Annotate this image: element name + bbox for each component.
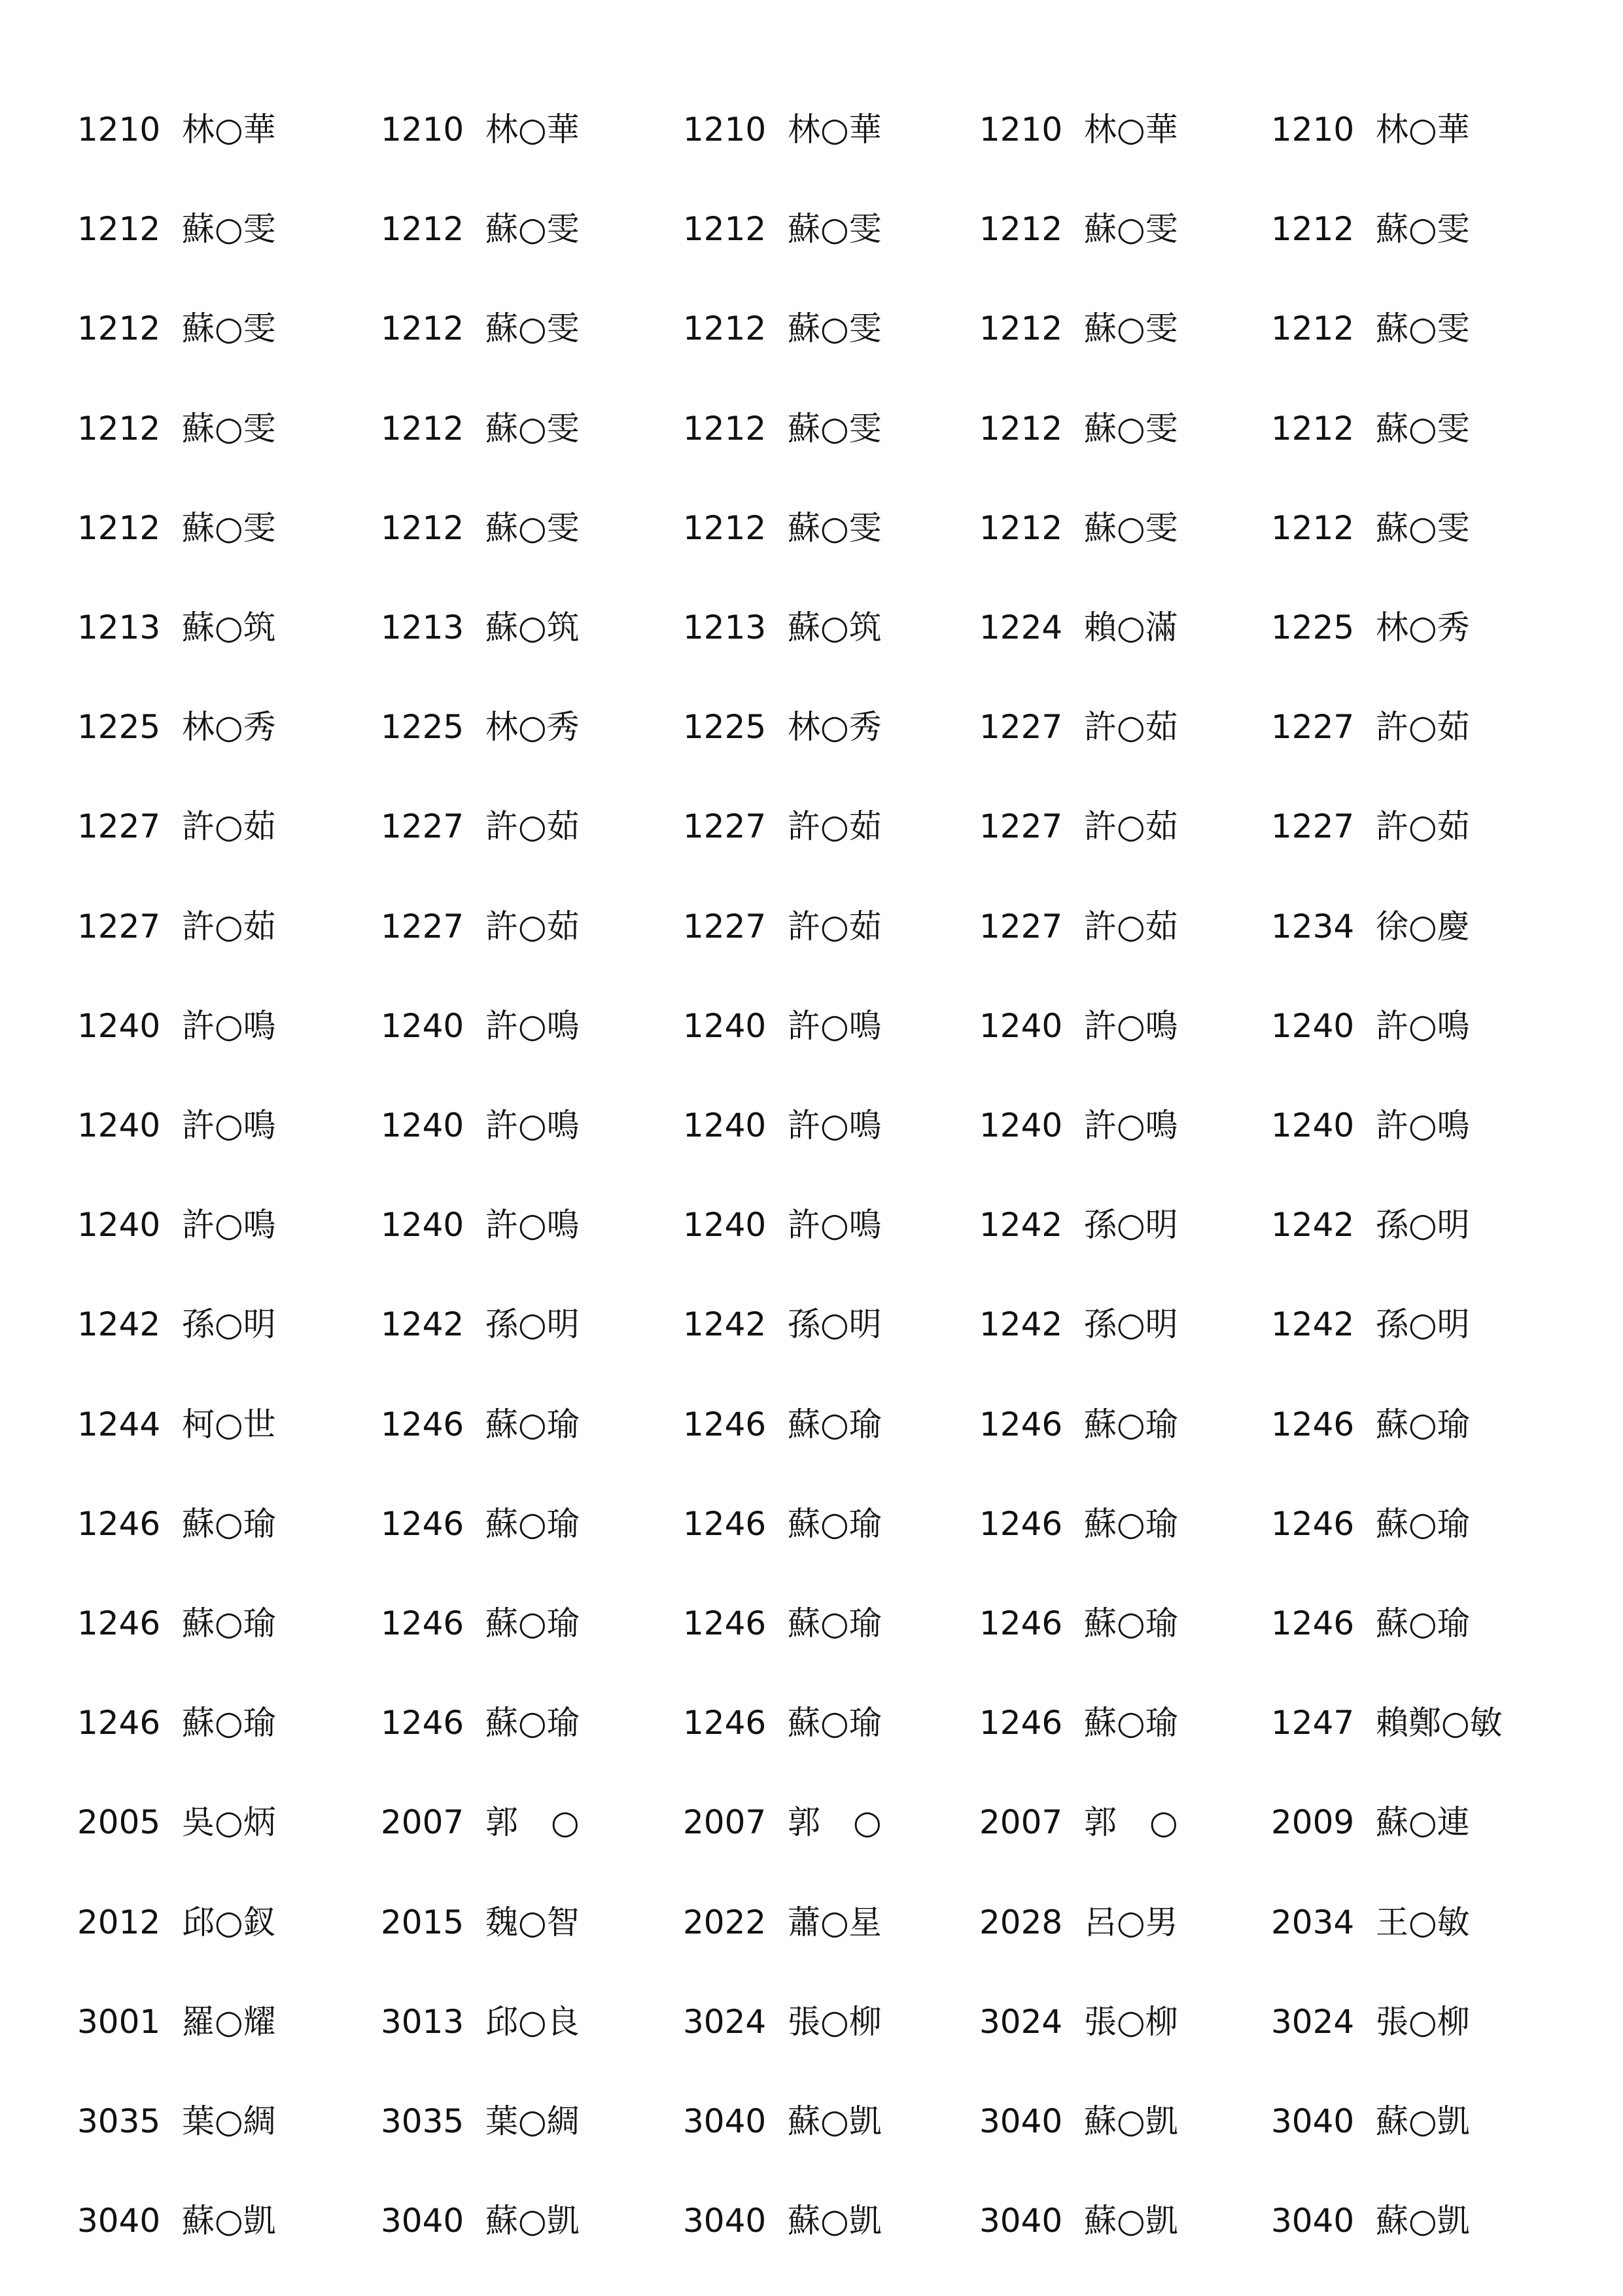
entry-name: 蘇○瑜	[182, 1504, 276, 1543]
entry-code: 1242	[1271, 1305, 1355, 1344]
entry-code: 1227	[683, 807, 767, 846]
entry-code: 1246	[979, 1504, 1063, 1543]
entry-name: 蘇○雯	[788, 508, 882, 547]
entry-code: 1212	[979, 210, 1063, 249]
entry-code: 1240	[683, 1206, 767, 1245]
entry-name: 蘇○雯	[1376, 210, 1470, 249]
entry-code: 1227	[1271, 708, 1355, 747]
entry-code: 1246	[1271, 1504, 1355, 1543]
entry-code: 1246	[77, 1504, 161, 1543]
entry-name: 許○茹	[1376, 708, 1470, 747]
entry-name: 蘇○瑜	[1084, 1405, 1178, 1443]
entry-name: 許○茹	[788, 807, 882, 846]
list-row	[0, 97, 1623, 162]
entry-name: 林○秀	[182, 708, 276, 747]
entry-name: 林○華	[485, 111, 580, 149]
entry-code: 1246	[683, 1704, 767, 1742]
entry-name: 王○敏	[1376, 1903, 1470, 1941]
list-row	[0, 1890, 1623, 1955]
list-row	[0, 196, 1623, 262]
entry-name: 蘇○瑜	[1084, 1604, 1178, 1642]
list-row	[0, 595, 1623, 660]
entry-name: 蘇○瑜	[1376, 1405, 1470, 1443]
entry-name: 許○鳴	[182, 1206, 276, 1245]
entry-name: 蘇○雯	[1084, 409, 1178, 448]
entry-code: 1234	[1271, 907, 1355, 945]
entry-code: 1242	[1271, 1206, 1355, 1245]
list-row	[0, 1192, 1623, 1258]
list-row	[0, 2089, 1623, 2154]
entry-name: 蘇○凱	[485, 2202, 580, 2240]
list-row	[0, 2188, 1623, 2253]
entry-name: 葉○綢	[485, 2102, 580, 2140]
entry-name: 許○茹	[485, 807, 580, 846]
entry-name: 許○鳴	[1084, 1106, 1178, 1144]
entry-name: 蘇○筑	[485, 609, 580, 646]
list-row	[0, 1093, 1623, 1158]
entry-name: 郭 ○	[788, 1803, 882, 1842]
entry-code: 1246	[381, 1504, 464, 1543]
entry-name: 蘇○雯	[182, 309, 276, 348]
entry-code: 1210	[77, 111, 161, 149]
entry-code: 1227	[979, 708, 1063, 747]
entry-code: 1227	[979, 807, 1063, 846]
entry-name: 邱○良	[485, 2002, 580, 2041]
entry-code: 1227	[1271, 807, 1355, 846]
entry-name: 孫○明	[1376, 1305, 1470, 1344]
entry-code: 1246	[381, 1604, 464, 1642]
entry-code: 3040	[1271, 2102, 1355, 2140]
entry-name: 許○茹	[1084, 708, 1178, 747]
entry-name: 蘇○雯	[182, 409, 276, 448]
entry-code: 1213	[77, 609, 161, 646]
entry-code: 1240	[683, 1006, 767, 1045]
entry-code: 1246	[1271, 1405, 1355, 1443]
list-row	[0, 1989, 1623, 2055]
entry-name: 張○柳	[1084, 2002, 1178, 2041]
entry-code: 1246	[683, 1604, 767, 1642]
entry-code: 1242	[77, 1305, 161, 1344]
entry-name: 蘇○凱	[788, 2102, 882, 2140]
entry-name: 蘇○雯	[485, 508, 580, 547]
entry-code: 1212	[1271, 508, 1355, 547]
entry-name: 呂○男	[1084, 1903, 1178, 1941]
entry-name: 蘇○瑜	[182, 1704, 276, 1742]
entry-code: 1242	[683, 1305, 767, 1344]
entry-name: 蘇○雯	[182, 210, 276, 249]
entry-name: 蘇○凱	[788, 2202, 882, 2240]
entry-code: 1240	[77, 1106, 161, 1144]
entry-code: 1244	[77, 1405, 161, 1443]
entry-name: 蘇○連	[1376, 1803, 1470, 1842]
list-row	[0, 894, 1623, 959]
entry-code: 2015	[381, 1903, 464, 1941]
entry-name: 羅○耀	[182, 2002, 276, 2041]
entry-name: 蘇○瑜	[485, 1504, 580, 1543]
entry-name: 蘇○雯	[1376, 309, 1470, 348]
entry-code: 3040	[683, 2102, 767, 2140]
entry-code: 3024	[979, 2002, 1063, 2041]
entry-code: 1212	[683, 409, 767, 448]
entry-name: 許○茹	[182, 907, 276, 945]
entry-code: 1225	[683, 708, 767, 747]
entry-code: 1210	[1271, 111, 1355, 149]
entry-code: 1242	[381, 1305, 464, 1344]
entry-name: 林○華	[788, 111, 882, 149]
list-row	[0, 296, 1623, 361]
entry-code: 1212	[683, 210, 767, 249]
entry-name: 蘇○瑜	[182, 1604, 276, 1642]
entry-name: 許○鳴	[1376, 1006, 1470, 1045]
entry-name: 林○華	[1376, 111, 1470, 149]
entry-name: 林○秀	[788, 708, 882, 747]
entry-name: 許○鳴	[182, 1106, 276, 1144]
entry-name: 蘇○瑜	[1376, 1604, 1470, 1642]
entry-code: 1246	[381, 1405, 464, 1443]
entry-code: 3040	[683, 2202, 767, 2240]
entry-name: 許○鳴	[788, 1106, 882, 1144]
entry-code: 1212	[381, 210, 464, 249]
entry-code: 1212	[979, 309, 1063, 348]
entry-code: 3024	[683, 2002, 767, 2041]
entry-code: 1240	[77, 1006, 161, 1045]
entry-code: 1212	[1271, 309, 1355, 348]
entry-code: 1212	[77, 309, 161, 348]
entry-code: 1246	[77, 1604, 161, 1642]
entry-name: 蘇○雯	[788, 409, 882, 448]
entry-name: 邱○釵	[182, 1903, 276, 1941]
entry-name: 張○柳	[788, 2002, 882, 2041]
entry-name: 張○柳	[1376, 2002, 1470, 2041]
entry-code: 1212	[683, 508, 767, 547]
entry-name: 吳○炳	[182, 1803, 276, 1842]
entry-name: 蘇○瑜	[1376, 1504, 1470, 1543]
entry-name: 蘇○瑜	[788, 1405, 882, 1443]
entry-name: 許○鳴	[1084, 1006, 1178, 1045]
entry-name: 許○茹	[1376, 807, 1470, 846]
entry-name: 蘇○瑜	[1084, 1504, 1178, 1543]
entry-code: 1225	[381, 708, 464, 747]
entry-code: 1240	[77, 1206, 161, 1245]
entry-code: 2012	[77, 1903, 161, 1941]
entry-code: 1212	[381, 508, 464, 547]
entry-code: 1210	[683, 111, 767, 149]
entry-name: 蘇○瑜	[1084, 1704, 1178, 1742]
list-row	[0, 1591, 1623, 1656]
entry-name: 郭 ○	[1084, 1803, 1178, 1842]
entry-code: 3040	[979, 2102, 1063, 2140]
entry-code: 3035	[77, 2102, 161, 2140]
entry-name: 蘇○凱	[182, 2202, 276, 2240]
entry-name: 蘇○瑜	[788, 1504, 882, 1543]
entry-name: 蘇○雯	[1084, 210, 1178, 249]
entry-name: 許○茹	[485, 907, 580, 945]
entry-name: 葉○綢	[182, 2102, 276, 2140]
entry-name: 蘇○雯	[182, 508, 276, 547]
entry-code: 3040	[381, 2202, 464, 2240]
entry-name: 許○茹	[1084, 807, 1178, 846]
entry-code: 1212	[77, 210, 161, 249]
entry-code: 1212	[381, 309, 464, 348]
entry-name: 許○鳴	[485, 1106, 580, 1144]
entry-code: 1246	[77, 1704, 161, 1742]
entry-name: 林○秀	[485, 708, 580, 747]
entry-name: 蘇○凱	[1084, 2202, 1178, 2240]
entry-code: 3040	[979, 2202, 1063, 2240]
entry-name: 許○鳴	[1376, 1106, 1470, 1144]
entry-code: 1242	[979, 1305, 1063, 1344]
entry-name: 孫○明	[1376, 1206, 1470, 1245]
entry-name: 蘇○瑜	[485, 1704, 580, 1742]
entry-name: 蘇○雯	[485, 409, 580, 448]
entry-name: 蘇○凱	[1376, 2102, 1470, 2140]
entry-code: 1210	[381, 111, 464, 149]
entry-name: 蘇○凱	[1084, 2102, 1178, 2140]
entry-name: 許○鳴	[485, 1006, 580, 1045]
entry-name: 許○茹	[788, 907, 882, 945]
entry-name: 蘇○筑	[788, 609, 882, 646]
entry-code: 1225	[77, 708, 161, 747]
entry-code: 2007	[381, 1803, 464, 1842]
list-row	[0, 1491, 1623, 1557]
list-row	[0, 1392, 1623, 1457]
entry-code: 3013	[381, 2002, 464, 2041]
entry-code: 2007	[979, 1803, 1063, 1842]
entry-code: 3035	[381, 2102, 464, 2140]
list-row	[0, 1292, 1623, 1357]
entry-code: 1242	[979, 1206, 1063, 1245]
entry-name: 許○茹	[182, 807, 276, 846]
entry-code: 1212	[979, 508, 1063, 547]
list-row	[0, 1790, 1623, 1855]
entry-name: 蘇○瑜	[485, 1405, 580, 1443]
entry-code: 1240	[1271, 1106, 1355, 1144]
entry-code: 1227	[683, 907, 767, 945]
entry-name: 郭 ○	[485, 1803, 580, 1842]
entry-code: 1247	[1271, 1704, 1355, 1742]
entry-code: 1240	[381, 1006, 464, 1045]
entry-code: 1246	[683, 1504, 767, 1543]
entry-name: 蘇○凱	[1376, 2202, 1470, 2240]
entry-code: 1246	[1271, 1604, 1355, 1642]
entry-code: 1246	[381, 1704, 464, 1742]
entry-name: 林○秀	[1376, 609, 1470, 646]
entry-name: 蘇○雯	[788, 309, 882, 348]
entry-name: 魏○智	[485, 1903, 580, 1941]
entry-code: 3001	[77, 2002, 161, 2041]
entry-name: 孫○明	[485, 1305, 580, 1344]
entry-code: 1227	[77, 807, 161, 846]
entry-code: 2022	[683, 1903, 767, 1941]
entry-code: 1227	[77, 907, 161, 945]
entry-code: 2009	[1271, 1803, 1355, 1842]
entry-name: 許○鳴	[182, 1006, 276, 1045]
entry-code: 1210	[979, 111, 1063, 149]
entry-code: 1212	[77, 409, 161, 448]
entry-code: 1240	[979, 1006, 1063, 1045]
entry-code: 1227	[979, 907, 1063, 945]
entry-code: 1224	[979, 609, 1063, 646]
entry-code: 1240	[683, 1106, 767, 1144]
entry-code: 1212	[979, 409, 1063, 448]
entry-code: 2005	[77, 1803, 161, 1842]
entry-code: 1213	[683, 609, 767, 646]
entry-code: 1227	[381, 907, 464, 945]
entry-code: 1225	[1271, 609, 1355, 646]
entry-code: 1240	[381, 1106, 464, 1144]
entry-code: 2028	[979, 1903, 1063, 1941]
entry-name: 蘇○瑜	[788, 1604, 882, 1642]
entry-code: 1213	[381, 609, 464, 646]
entry-code: 1240	[1271, 1006, 1355, 1045]
entry-name: 蘇○雯	[1084, 508, 1178, 547]
entry-code: 2034	[1271, 1903, 1355, 1941]
entry-name: 蘇○雯	[1376, 508, 1470, 547]
entry-name: 孫○明	[788, 1305, 882, 1344]
entry-name: 蘇○雯	[1376, 409, 1470, 448]
entry-code: 1212	[1271, 210, 1355, 249]
entry-name: 林○華	[1084, 111, 1178, 149]
entry-name: 許○茹	[1084, 907, 1178, 945]
entry-name: 蘇○雯	[1084, 309, 1178, 348]
entry-name: 柯○世	[182, 1405, 276, 1443]
entry-name: 孫○明	[1084, 1206, 1178, 1245]
entry-code: 1227	[381, 807, 464, 846]
entry-code: 1212	[77, 508, 161, 547]
list-row	[0, 396, 1623, 461]
entry-name: 孫○明	[182, 1305, 276, 1344]
entry-name: 蘇○筑	[182, 609, 276, 646]
entry-code: 3024	[1271, 2002, 1355, 2041]
list-row	[0, 694, 1623, 760]
entry-code: 3040	[77, 2202, 161, 2240]
entry-name: 蘇○雯	[485, 309, 580, 348]
entry-name: 蘇○雯	[788, 210, 882, 249]
list-row	[0, 794, 1623, 859]
entry-code: 1240	[979, 1106, 1063, 1144]
entry-code: 1246	[979, 1604, 1063, 1642]
entry-code: 2007	[683, 1803, 767, 1842]
entry-code: 1212	[381, 409, 464, 448]
entry-code: 1212	[1271, 409, 1355, 448]
entry-code: 1246	[979, 1704, 1063, 1742]
entry-name: 許○鳴	[485, 1206, 580, 1245]
list-row	[0, 1690, 1623, 1756]
entry-name: 蘇○瑜	[788, 1704, 882, 1742]
entry-code: 1246	[979, 1405, 1063, 1443]
entry-name: 徐○慶	[1376, 907, 1470, 945]
entry-name: 賴○滿	[1084, 609, 1178, 646]
entry-code: 3040	[1271, 2202, 1355, 2240]
entry-name: 蘇○瑜	[485, 1604, 580, 1642]
entry-code: 1212	[683, 309, 767, 348]
entry-name: 林○華	[182, 111, 276, 149]
entry-name: 許○鳴	[788, 1206, 882, 1245]
entry-code: 1240	[381, 1206, 464, 1245]
entry-name: 賴鄭○敏	[1376, 1704, 1503, 1742]
entry-code: 1246	[683, 1405, 767, 1443]
entry-name: 蘇○雯	[485, 210, 580, 249]
list-row	[0, 993, 1623, 1059]
entry-name: 孫○明	[1084, 1305, 1178, 1344]
list-row	[0, 495, 1623, 561]
entry-name: 蕭○星	[788, 1903, 882, 1941]
entry-name: 許○鳴	[788, 1006, 882, 1045]
